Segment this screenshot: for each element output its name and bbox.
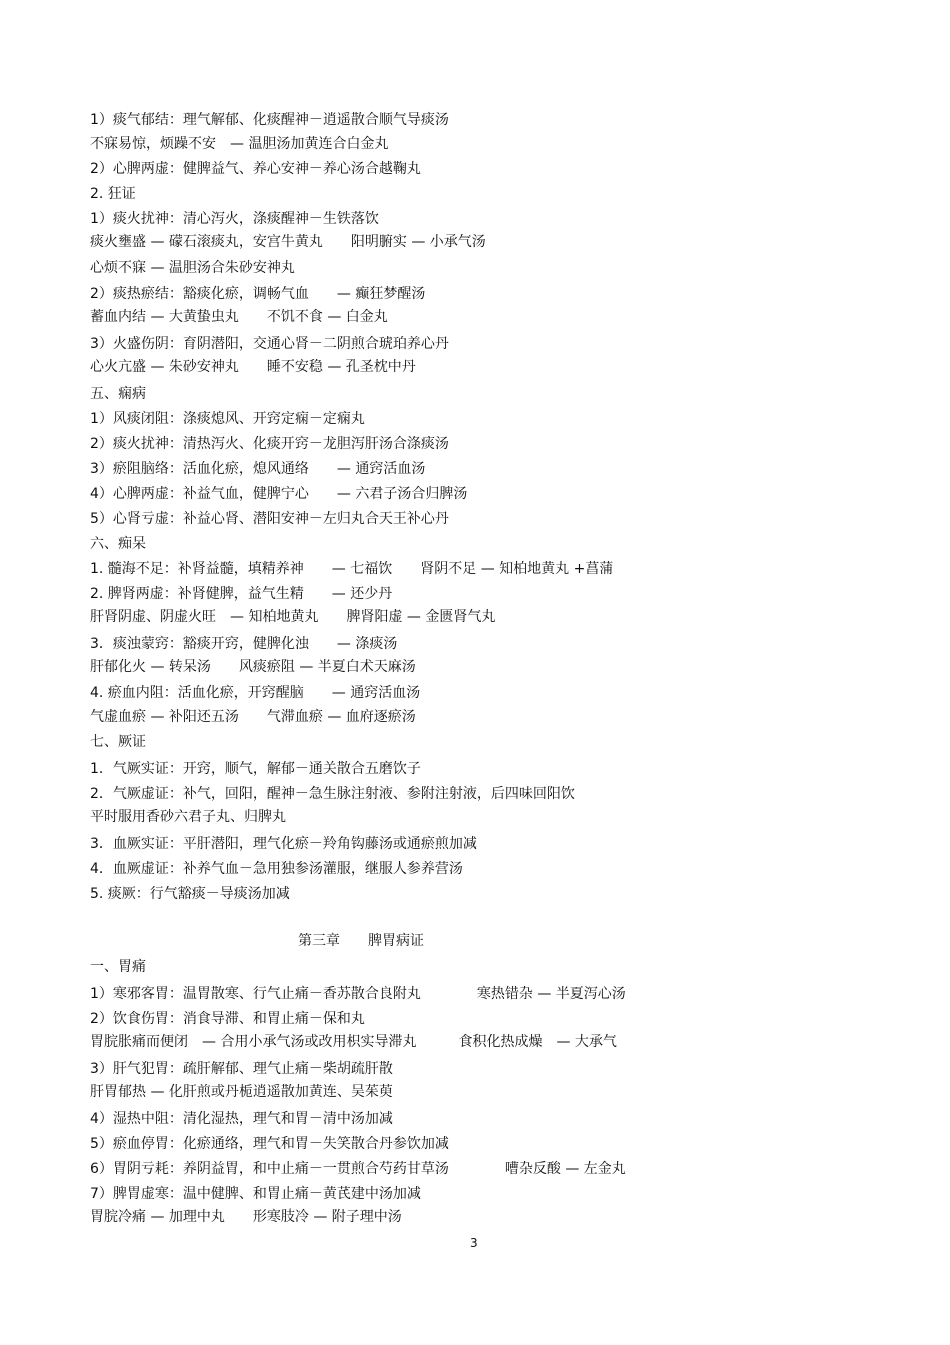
text-line: 2. 狂证 (90, 186, 136, 202)
text-line: 肝胃郁热 — 化肝煎或丹栀逍遥散加黄连、吴茱萸 (90, 1084, 393, 1100)
text-line: 1）痰火扰神：清心泻火，涤痰醒神－生铁落饮 (90, 211, 379, 227)
text-line: 1. 髓海不足：补肾益髓，填精养神 — 七福饮 肾阴不足 — 知柏地黄丸 +菖蒲 (90, 561, 614, 577)
text-line: 1）痰气郁结：理气解郁、化痰醒神－逍遥散合顺气导痰汤 (90, 112, 449, 128)
text-line: 2）饮食伤胃：消食导滞、和胃止痛－保和丸 (90, 1011, 365, 1027)
text-line: 肝郁化火 — 转呆汤 风痰瘀阻 — 半夏白术天麻汤 (90, 659, 416, 675)
text-line: 5）心肾亏虚：补益心肾、潜阳安神－左归丸合天王补心丹 (90, 511, 449, 527)
text-line: 气虚血瘀 — 补阳还五汤 气滞血瘀 — 血府逐瘀汤 (90, 709, 416, 725)
text-line: 七、厥证 (90, 734, 146, 750)
text-line: 2）痰热瘀结：豁痰化瘀，调畅气血 — 癫狂梦醒汤 (90, 286, 426, 302)
text-line: 平时服用香砂六君子丸、归脾丸 (90, 809, 286, 825)
text-line: 五、痫病 (90, 386, 146, 402)
text-line: 3）火盛伤阴：育阴潜阳，交通心肾－二阴煎合琥珀养心丹 (90, 336, 449, 352)
chapter-title: 第三章 脾胃病证 (298, 933, 424, 949)
text-line: 4. 瘀血内阻：活血化瘀，开窍醒脑 — 通窍活血汤 (90, 685, 421, 701)
text-line: 2．气厥虚证：补气，回阳，醒神－急生脉注射液、参附注射液，后四味回阳饮 (90, 786, 575, 802)
text-line: 3）瘀阻脑络：活血化瘀，熄风通络 — 通窍活血汤 (90, 461, 426, 477)
text-line: 心火亢盛 — 朱砂安神丸 睡不安稳 — 孔圣枕中丹 (90, 359, 416, 375)
text-line: 5. 痰厥：行气豁痰－导痰汤加减 (90, 886, 290, 902)
text-line: 1）风痰闭阻：涤痰熄风、开窍定痫－定痫丸 (90, 411, 365, 427)
text-line: 一、胃痛 (90, 959, 146, 975)
text-line: 6）胃阴亏耗：养阴益胃，和中止痛－一贯煎合芍药甘草汤 嘈杂反酸 — 左金丸 (90, 1161, 626, 1177)
text-line: 4）心脾两虚：补益气血，健脾宁心 — 六君子汤合归脾汤 (90, 486, 468, 502)
text-line: 肝肾阴虚、阴虚火旺 — 知柏地黄丸 脾肾阳虚 — 金匮肾气丸 (90, 609, 496, 625)
text-line: 痰火壅盛 — 礞石滚痰丸，安宫牛黄丸 阳明腑实 — 小承气汤 (90, 234, 486, 250)
text-line: 胃脘冷痛 — 加理中丸 形寒肢冷 — 附子理中汤 (90, 1209, 402, 1225)
page-number: 3 (470, 1236, 478, 1250)
text-line: 5）瘀血停胃：化瘀通络，理气和胃－失笑散合丹参饮加减 (90, 1136, 449, 1152)
text-line: 心烦不寐 — 温胆汤合朱砂安神丸 (90, 260, 295, 276)
text-line: 2. 脾肾两虚：补肾健脾，益气生精 — 还少丹 (90, 586, 393, 602)
text-line: 胃脘胀痛而便闭 — 合用小承气汤或改用枳实导滞丸 食积化热成燥 — 大承气 (90, 1034, 617, 1050)
text-line: 4）湿热中阻：清化湿热，理气和胃－清中汤加减 (90, 1111, 393, 1127)
text-line: 1．气厥实证：开窍，顺气，解郁－通关散合五磨饮子 (90, 761, 421, 777)
text-line: 3）肝气犯胃：疏肝解郁、理气止痛－柴胡疏肝散 (90, 1061, 393, 1077)
text-line: 不寐易惊，烦躁不安 — 温胆汤加黄连合白金丸 (90, 136, 389, 152)
text-line: 2）痰火扰神：清热泻火、化痰开窍－龙胆泻肝汤合涤痰汤 (90, 436, 449, 452)
text-line: 蓄血内结 — 大黄蛰虫丸 不饥不食 — 白金丸 (90, 309, 388, 325)
text-line: 7）脾胃虚寒：温中健脾、和胃止痛－黄芪建中汤加减 (90, 1186, 421, 1202)
text-line: 2）心脾两虚：健脾益气、养心安神－养心汤合越鞠丸 (90, 161, 421, 177)
text-line: 4．血厥虚证：补养气血－急用独参汤灌服，继服人参养营汤 (90, 861, 463, 877)
text-line: 六、痴呆 (90, 536, 146, 552)
text-line: 3．痰浊蒙窍：豁痰开窍，健脾化浊 — 涤痰汤 (90, 636, 398, 652)
text-line: 3．血厥实证：平肝潜阳，理气化瘀－羚角钩藤汤或通瘀煎加减 (90, 836, 477, 852)
text-line: 1）寒邪客胃：温胃散寒、行气止痛－香苏散合良附丸 寒热错杂 — 半夏泻心汤 (90, 986, 626, 1002)
